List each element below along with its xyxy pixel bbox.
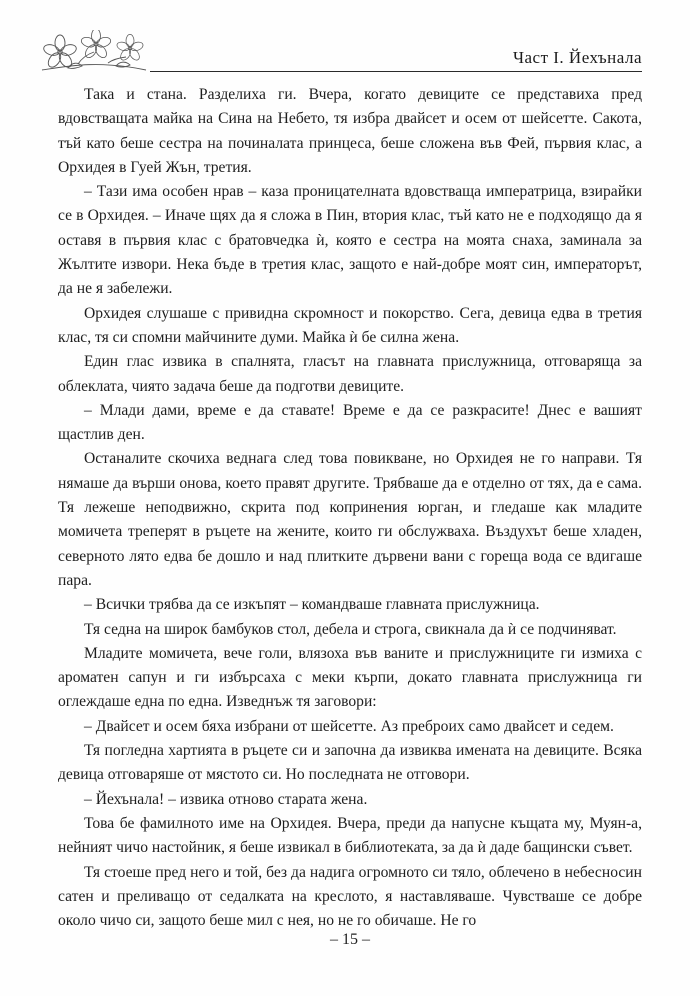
orchid-flowers-icon: [38, 30, 148, 78]
paragraph: – Тази има особен нрав – каза проницателната вдовстваща императрица, взирайки се в Орхидея. – Иначе щях да я сложа в Пин, втория клас, тъй като не е подходящо да я оставя в първия клас с братовчедка ѝ, която е сестра на моята снаха, заминала за Жълтите извори. Нека бъде в третия клас, защото е най-добре моят син, императорът, да не я забележи.: [58, 183, 642, 298]
header-rule: [150, 71, 642, 72]
paragraph: Тя седна на широк бамбуков стол, дебела и строга, свикнала да ѝ се подчиняват.: [84, 620, 617, 638]
paragraph: Така и стана. Разделиха ги. Вчера, когато девиците се представиха пред вдовстващата майка на Сина на Небето, тя избра двайсет и осем от шейсетте. Сакота, тъй като беше сестра на починалата принцеса, беше сложена във Фей, първия клас, а Орхидея в Гуей Жън, третия.: [58, 86, 642, 176]
paragraph: Тя погледна хартията в ръцете си и започна да извиква имената на девиците. Всяка девица отговаряше от мястото си. Но последната не отговори.: [58, 742, 642, 784]
paragraph: Това бе фамилното име на Орхидея. Вчера, преди да напусне къщата му, Муян-а, нейният чичо настойник, я беше извикал в библиотеката, за да ѝ даде бащински съвет.: [58, 814, 642, 857]
page-number: – 15 –: [330, 931, 370, 948]
paragraph: Останалите скочиха веднага след това повикване, но Орхидея не го направи. Тя нямаше да върши онова, което правят другите. Трябваше да е отделно от тях, да е сама. Тя лежеше неподвижно, скрита под копринения юрган, и гледаше как младите момичета треперят в ръцете на жените, които ги обслужваха. Въздухът беше хладен, северното лято едва бе дошло и над плитките дървени вани с гореща вода се вдигаше пара.: [58, 450, 642, 589]
paragraph: Тя стоеше пред него и той, без да надига огромното си тяло, облечено в небесносин сатен и преливащо от седалката на креслото, я наставляваше. Чувстваше се добре около чичо си, защото беше мил с нея, но не го обичаше. Не го: [58, 863, 642, 930]
paragraph: Орхидея слушаше с привидна скромност и покорство. Сега, девица едва в третия клас, тя си спомни майчините думи. Майка ѝ бе силна жена.: [58, 304, 642, 346]
paragraph: – Двайсет и осем бяха избрани от шейсетте. Аз преброих само двайсет и седем.: [84, 717, 614, 735]
paragraph: – Млади дами, време е да ставате! Време е да се разкрасите! Днес е вашият щастлив ден.: [58, 401, 642, 444]
paragraph: – Йехънала! – извика отново старата жена.: [84, 790, 368, 808]
paragraph: Младите момичета, вече голи, влязоха във ваните и прислужниците ги измиха с ароматен сапун и ги избърсаха с меки кърпи, докато главната прислужница ги оглеждаше една по една. Изведнъж тя заговори:: [58, 644, 642, 711]
paragraph: – Всички трябва да се изкъпят – командваше главната прислужница.: [84, 596, 540, 614]
paragraph: Един глас извика в спалнята, гласът на главната прислужница, отговаряща за облеклата, чиято задача беше да подготви девиците.: [58, 353, 642, 395]
running-title: Част I. Йехънала: [512, 48, 642, 67]
body-text: [58, 83, 642, 933]
